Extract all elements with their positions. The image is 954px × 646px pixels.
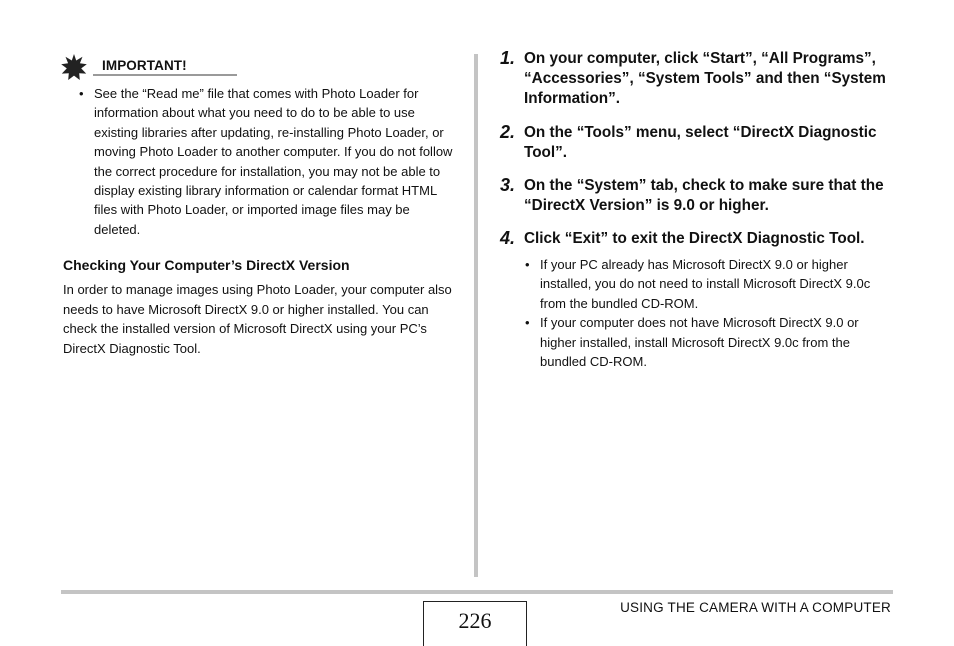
step-4-bullet-list — [524, 255, 897, 372]
starburst-icon — [61, 54, 87, 80]
bullet-icon: • — [79, 86, 84, 101]
step-number: 4. — [500, 228, 516, 249]
step-3 — [497, 176, 897, 216]
bullet-icon: • — [525, 315, 530, 331]
step-4-bullet-text: If your computer does not have Microsoft DirectX 9.0 or higher installed, install Microsoft DirectX 9.0c from the bundled CD-ROM. — [540, 315, 859, 370]
list-item — [524, 255, 897, 314]
important-header — [63, 54, 456, 78]
page-number: 226 — [458, 608, 492, 633]
step-1 — [497, 49, 897, 110]
step-4-bullet-text: If your PC already has Microsoft DirectX 9.0 or higher installed, you do not need to install Microsoft DirectX 9.0c from the bundled CD-ROM. — [540, 256, 871, 311]
footer-section-title: USING THE CAMERA WITH A COMPUTER — [620, 600, 891, 615]
step-2 — [497, 123, 897, 163]
list-item — [524, 313, 897, 372]
section-heading: Checking Your Computer’s DirectX Version — [63, 257, 350, 274]
step-text: On your computer, click “Start”, “All Programs”, “Accessories”, “System Tools” and then “System Information”. — [524, 50, 886, 108]
important-bullet-list — [63, 84, 456, 239]
step-text: On the “System” tab, check to make sure that the “DirectX Version” is 9.0 or higher. — [524, 177, 884, 215]
important-underline — [93, 74, 237, 76]
page-number-box — [423, 601, 527, 646]
list-item — [63, 84, 456, 239]
important-bullet-text: See the “Read me” file that comes with Photo Loader for information about what you need to do to be able to use existing libraries after updating, re-installing Photo Loader, or moving Photo Loader to another computer. If you do not follow the correct procedure for installation, you may not be able to display existing library information or calendar format HTML files with Photo Loader, or imported image files may be deleted. — [94, 86, 453, 237]
section-body: In order to manage images using Photo Loader, your computer also needs to have Microsoft DirectX 9.0 or higher installed. You can check the installed version of Microsoft DirectX using your PC’s DirectX Diagnostic Tool. — [63, 282, 452, 357]
important-label: IMPORTANT! — [102, 58, 187, 73]
bullet-icon: • — [525, 256, 530, 272]
right-column — [497, 49, 897, 385]
step-number: 3. — [500, 175, 516, 196]
left-column — [63, 54, 456, 359]
step-text: On the “Tools” menu, select “DirectX Diagnostic Tool”. — [524, 123, 877, 161]
step-text: Click “Exit” to exit the DirectX Diagnostic Tool. — [524, 230, 865, 248]
step-number: 1. — [500, 48, 516, 68]
step-number: 2. — [500, 121, 516, 142]
column-divider — [474, 54, 478, 577]
footer-rule — [61, 590, 893, 594]
step-4 — [497, 229, 897, 371]
